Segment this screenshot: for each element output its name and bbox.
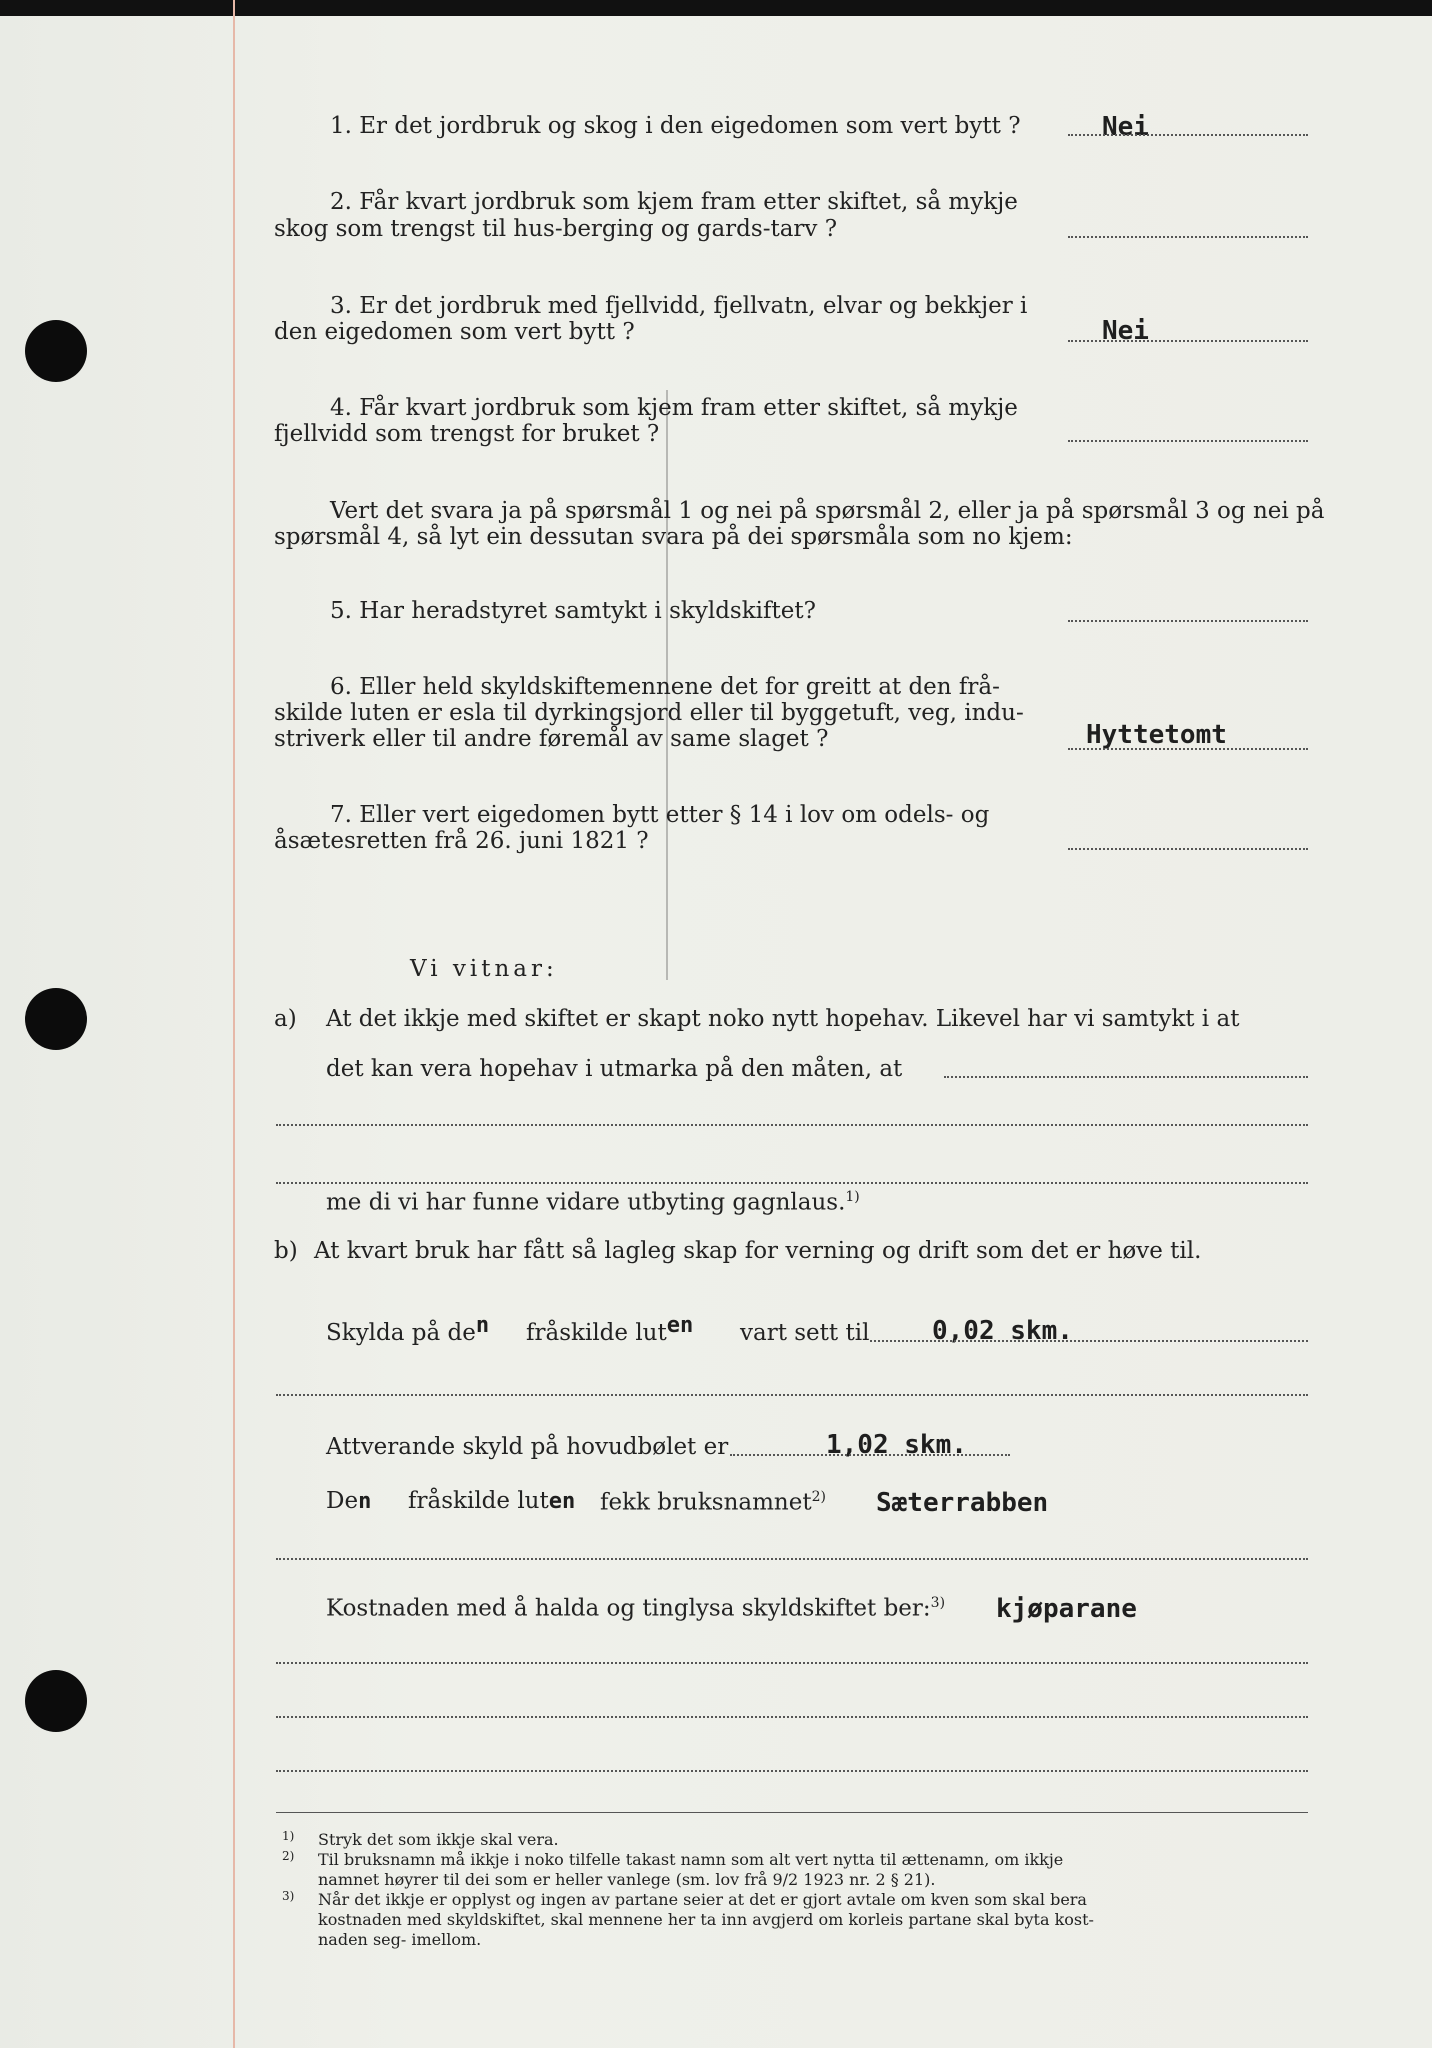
name-label-3: fekk bruksnamnet$^{2)}$ bbox=[600, 1489, 826, 1516]
skyld-value: 0,02 skm. bbox=[932, 1316, 1073, 1346]
fill-line bbox=[276, 1770, 1308, 1772]
punch-hole-icon bbox=[25, 988, 87, 1050]
fill-line bbox=[276, 1394, 1308, 1396]
question-6-line-1: 6. Eller held skyldskiftemennene det for greitt at den frå- bbox=[330, 674, 1000, 700]
footnote-2-mark: 2) bbox=[282, 1849, 295, 1863]
fill-line bbox=[276, 1558, 1308, 1560]
question-6-line-2: skilde luten er esla til dyrkingsjord eller til byggetuft, veg, indu- bbox=[274, 700, 1024, 726]
footnote-2-line-2: namnet høyrer til dei som er heller vanlege (sm. lov frå 9/2 1923 nr. 2 § 21). bbox=[318, 1870, 936, 1889]
footnote-1-mark: 1) bbox=[282, 1829, 295, 1843]
fill-line bbox=[276, 1124, 1308, 1126]
question-1: 1. Er det jordbruk og skog i den eigedomen som vert bytt ? bbox=[330, 113, 1021, 139]
question-4-line-2: fjellvidd som trengst for bruket ? bbox=[274, 421, 660, 447]
cost-label: Kostnaden med å halda og tinglysa skyldskiftet ber:$^{3)}$ bbox=[326, 1595, 946, 1622]
fill-line bbox=[276, 1662, 1308, 1664]
punch-hole-icon bbox=[25, 1670, 87, 1732]
question-4-line-1: 4. Får kvart jordbruk som kjem fram etter skiftet, så mykje bbox=[330, 395, 1018, 421]
answer-line bbox=[1068, 848, 1308, 850]
question-6-line-3: striverk eller til andre føremål av same slaget ? bbox=[274, 726, 829, 752]
fill-line bbox=[276, 1716, 1308, 1718]
cost-value: kjøparane bbox=[996, 1594, 1137, 1624]
question-2-line-1: 2. Får kvart jordbruk som kjem fram etter skiftet, så mykje bbox=[330, 189, 1018, 215]
name-label-2: fråskilde luten bbox=[408, 1488, 576, 1514]
scan-top-edge bbox=[0, 0, 1432, 16]
footnote-2-line-1: Til bruksnamn må ikkje i noko tilfelle takast namn som alt vert nytta til ættenamn, om ikkje bbox=[318, 1850, 1064, 1869]
intro-line-2: spørsmål 4, så lyt ein dessutan svara på dei spørsmåla som no kjem: bbox=[274, 524, 1073, 550]
rest-label: Attverande skyld på hovudbølet er bbox=[326, 1434, 729, 1460]
item-a-label: a) bbox=[274, 1006, 297, 1032]
answer-line bbox=[1068, 134, 1308, 136]
name-value: Sæterrabben bbox=[876, 1488, 1049, 1518]
footnote-3-line-1: Når det ikkje er opplyst og ingen av partane seier at det er gjort avtale om kven som skal bera bbox=[318, 1890, 1087, 1909]
skyld-label: Skylda på den bbox=[326, 1313, 490, 1346]
footnote-1: Stryk det som ikkje skal vera. bbox=[318, 1830, 559, 1849]
question-5: 5. Har heradstyret samtykt i skyldskiftet? bbox=[330, 598, 816, 624]
rest-value: 1,02 skm. bbox=[826, 1430, 967, 1460]
answer-line bbox=[1068, 236, 1308, 238]
witness-heading: Vi vitnar: bbox=[410, 956, 558, 982]
margin-line bbox=[233, 0, 235, 2048]
fill-line bbox=[276, 1182, 1308, 1184]
footnote-3-line-2: kostnaden med skyldskiftet, skal mennene her ta inn avgjerd om korleis partane skal byta kost- bbox=[318, 1910, 1094, 1929]
answer-line bbox=[1068, 440, 1308, 442]
item-b-label: b) bbox=[274, 1238, 298, 1264]
item-a-line-1: At det ikkje med skiftet er skapt noko nytt hopehav. Likevel har vi samtykt i at bbox=[326, 1006, 1240, 1032]
question-3-line-1: 3. Er det jordbruk med fjellvidd, fjellvatn, elvar og bekkjer i bbox=[330, 293, 1028, 319]
answer-1: Nei bbox=[1102, 112, 1149, 142]
item-a-line-2: det kan vera hopehav i utmarka på den måten, at bbox=[326, 1056, 903, 1082]
answer-line bbox=[1068, 748, 1308, 750]
skyld-label-2: fråskilde luten bbox=[526, 1313, 694, 1346]
punch-hole-icon bbox=[25, 320, 87, 382]
footnote-3-line-3: naden seg- imellom. bbox=[318, 1930, 482, 1949]
answer-3: Nei bbox=[1102, 316, 1149, 346]
answer-line bbox=[1068, 620, 1308, 622]
question-7-line-1: 7. Eller vert eigedomen bytt etter § 14 i lov om odels- og bbox=[330, 802, 990, 828]
item-a-line-3: me di vi har funne vidare utbyting gagnlaus.$^{1)}$ bbox=[326, 1189, 860, 1216]
item-b-line-1: At kvart bruk har fått så lagleg skap for verning og drift som det er høve til. bbox=[314, 1238, 1202, 1264]
fill-line bbox=[730, 1454, 1010, 1456]
footnote-3-mark: 3) bbox=[282, 1889, 295, 1903]
answer-line bbox=[1068, 340, 1308, 342]
name-label: Den bbox=[326, 1488, 372, 1514]
answer-6: Hyttetomt bbox=[1086, 720, 1227, 750]
question-7-line-2: åsætesretten frå 26. juni 1821 ? bbox=[274, 828, 649, 854]
fill-line bbox=[944, 1076, 1308, 1078]
question-2-line-2: skog som trengst til hus-berging og gards-tarv ? bbox=[274, 216, 838, 242]
fill-line bbox=[870, 1340, 1308, 1342]
question-3-line-2: den eigedomen som vert bytt ? bbox=[274, 319, 635, 345]
footnote-separator bbox=[276, 1812, 1308, 1813]
intro-line-1: Vert det svara ja på spørsmål 1 og nei på spørsmål 2, eller ja på spørsmål 3 og nei på bbox=[330, 498, 1325, 524]
skyld-label-3: vart sett til bbox=[740, 1320, 870, 1346]
